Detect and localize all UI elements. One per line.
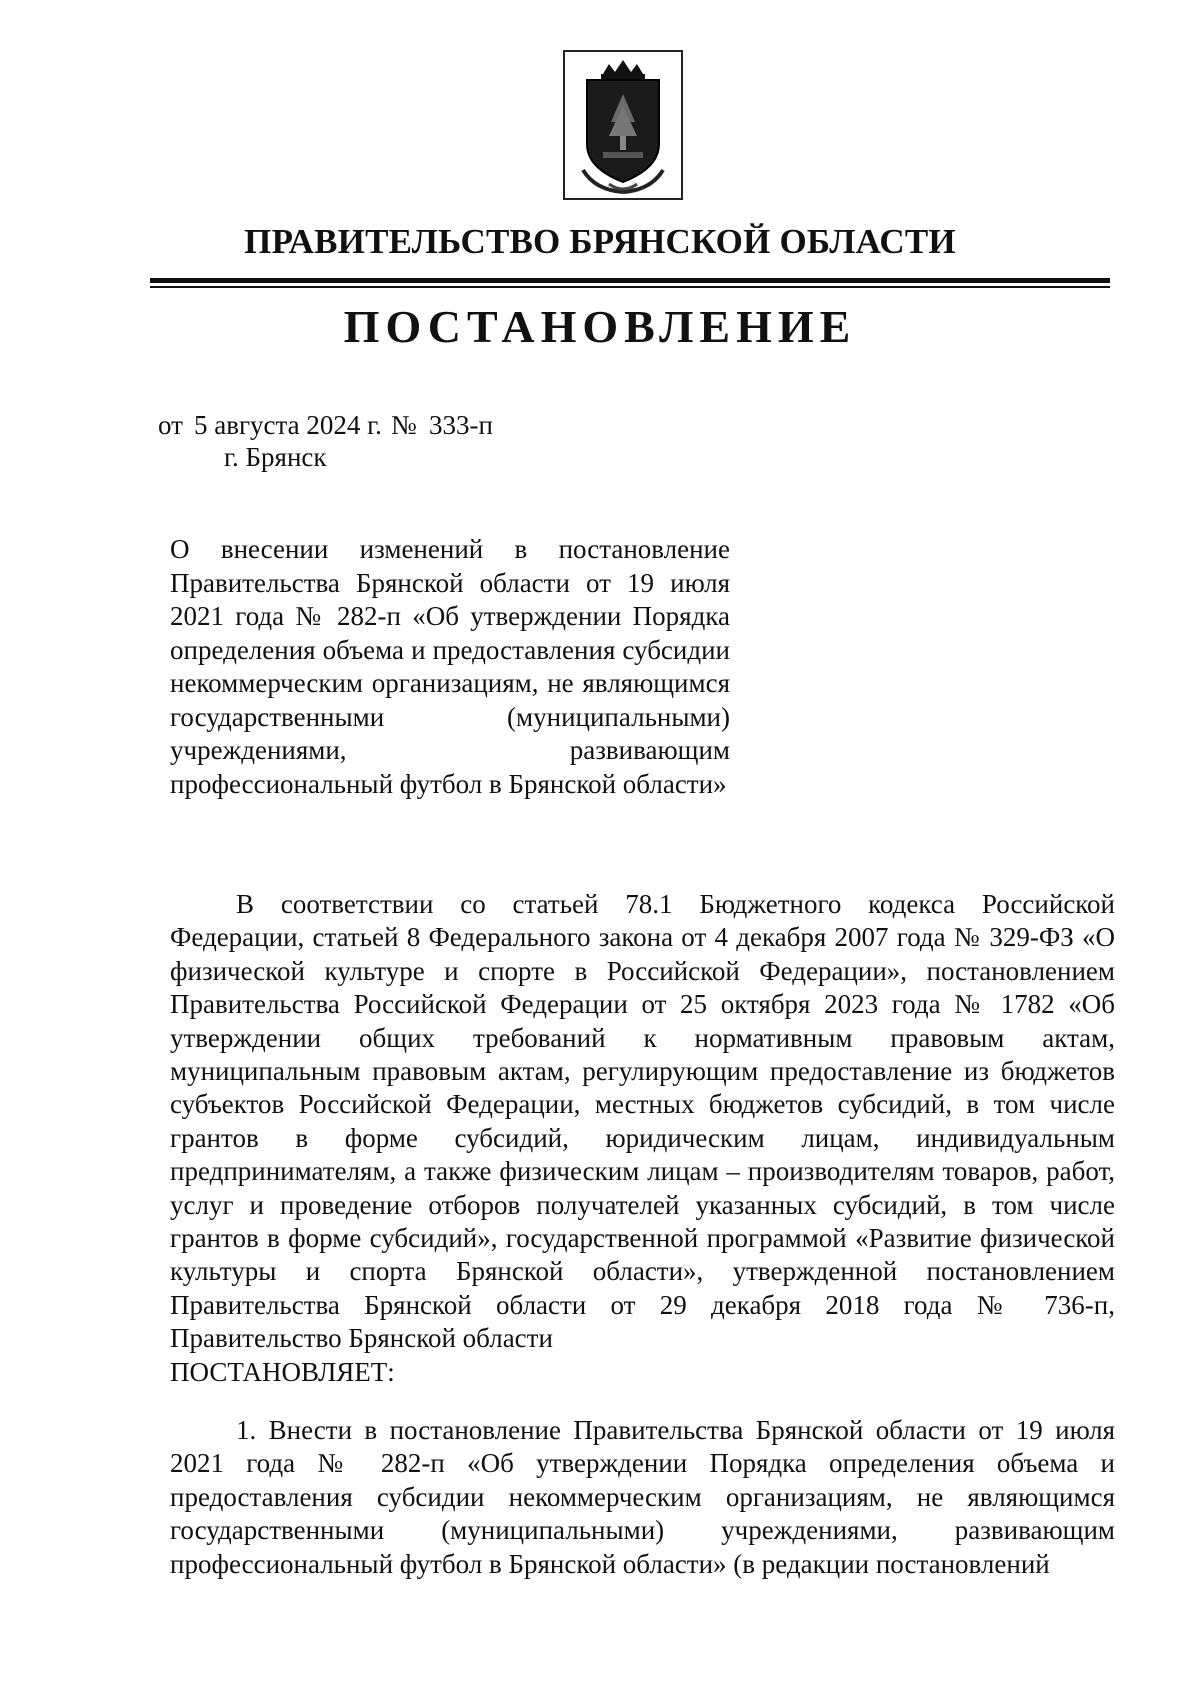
item-1-paragraph: 1. Внести в постановление Правительства Брянской области от 19 июля 2021 года № 282-п «Об утверждении Порядка определения объема и предоставления субсидии некоммерческим организациям, не являющимся государственными (муниципальными) учреждениями, развивающим профессиональный футбол в Брянской области» (в редакции постановлений [170,1415,1115,1579]
document-date: 5 августа 2024 г. [194,410,382,440]
number-sign: № [391,410,417,440]
resolution-keyword: ПОСТАНОВЛЯЕТ: [170,1356,395,1387]
header-rule-thick [150,278,1110,283]
coat-of-arms-emblem [563,50,683,200]
shield-icon [565,52,681,198]
document-city: г. Брянск [224,442,327,472]
document-preamble [170,888,1115,1389]
document-subject: О внесении изменений в постановление Правительства Брянской области от 19 июля 2021 года № 282-п «Об утверждении Порядка определения объема и предоставления субсидии некоммерческим организациям, не являющимся государственными (муниципальными) учреждениями, развивающим профессиональный футбол в Брянской области» [170,534,730,799]
preamble-paragraph: В соответствии со статьей 78.1 Бюджетного кодекса Российской Федерации, статьей 8 Федерального закона от 4 декабря 2007 года № 329-ФЗ «О физической культуре и спорте в Российской Федерации», постановлением Правительства Российской Федерации от 25 октября 2023 года № 1782 «Об утверждении общих требований к нормативным правовым актам, муниципальным правовым актам, регулирующим предоставление из бюджетов субъектов Российской Федерации, местных бюджетов субсидий, в том числе грантов в форме субсидий, юридическим лицам, индивидуальным предпринимателям, а также физическим лицам – производителям товаров, работ, услуг и проведение отборов получателей указанных субсидий, в том числе грантов в форме субсидий», государственной программой «Развитие физической культуры и спорта Брянской области», утвержденной постановлением Правительства Брянской области от 29 декабря 2018 года № 736-п, Правительство Брянской области [170,889,1115,1354]
government-title: ПРАВИТЕЛЬСТВО БРЯНСКОЙ ОБЛАСТИ [244,222,956,261]
document-number: 333-п [429,410,493,440]
document-type-title: ПОСТАНОВЛЕНИЕ [343,301,857,352]
header-rule-thin [150,286,1110,288]
date-prefix: от [158,410,183,440]
resolution-item-1 [170,1414,1115,1581]
